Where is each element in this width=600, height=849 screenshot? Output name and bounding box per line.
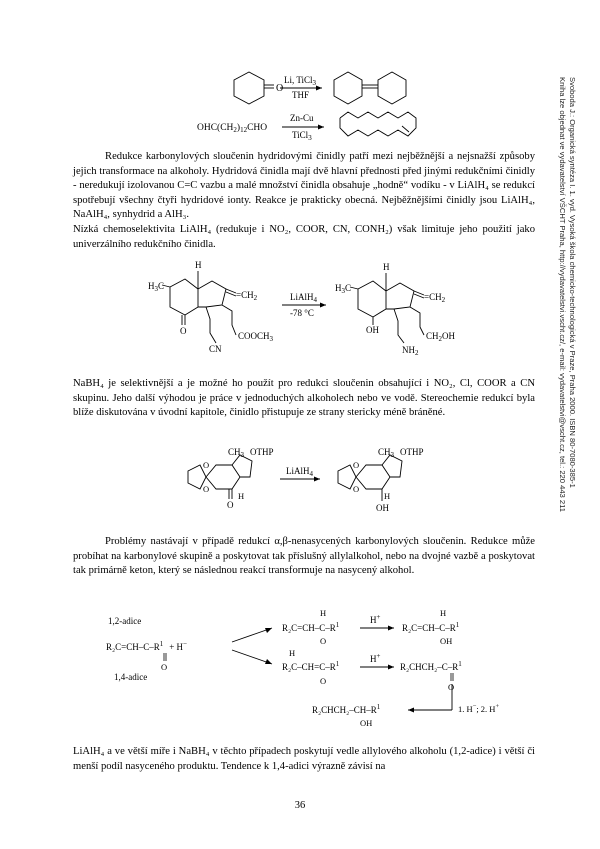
svg-text:H: H (384, 491, 391, 501)
addition-pathways-scheme (0, 600, 600, 730)
svg-text:=CH2: $=CH_2$ (424, 292, 446, 304)
svg-text:H: H (440, 608, 447, 618)
svg-text:Zn-Cu: Zn-Cu (290, 113, 314, 123)
svg-text:OH: OH (440, 636, 453, 646)
svg-text:O: O (203, 460, 210, 470)
svg-text:H: H (289, 648, 296, 658)
svg-text:O: O (353, 484, 360, 494)
ketone-oxygen: O (276, 83, 284, 94)
svg-text:H: H (238, 491, 245, 501)
citation-line-2: Kniha lze objednat ve vydavatelství VŠCHT Praha, http://vydavatelstvi.vscht.cz/, e-mail: vydavatelstvi@vscht.cz, tel.: 220 443 211 (558, 77, 567, 512)
svg-text:COOCH3: $COOCH_3$ (238, 331, 274, 343)
svg-text:O: O (320, 636, 327, 646)
svg-text:H: H (320, 608, 327, 618)
dialdehyde-substrate: $OHC(CH_2)_{12}CHO$ (197, 123, 268, 134)
svg-text:LiAlH4: LiAlH$_4$ (286, 466, 313, 478)
svg-text:-78 °C: -78 °C (290, 308, 314, 318)
svg-text:LiAlH4: LiAlH$_4$ (290, 292, 317, 304)
saturated-alcohol-product: R₂CHCH₂–$CH-R^1$ (312, 703, 381, 715)
svg-text:OTHP: OTHP (250, 447, 274, 457)
alcohol-product-structure (338, 455, 402, 501)
svg-text:O: O (353, 460, 360, 470)
svg-text:Li, TiCl3: Li, TiCl$_3$ (284, 75, 317, 87)
lialh4-reduction-scheme (0, 257, 600, 357)
svg-text:CN: CN (209, 344, 222, 354)
svg-text:H+: H+ (370, 613, 381, 625)
product-structure (350, 273, 424, 343)
enone-substrate: $R_2C=CH-C-R^1 + H^-$ (106, 640, 188, 652)
cyclohexanone-structure (234, 72, 274, 104)
bicyclohexylidene-structure (334, 72, 406, 104)
svg-text:OH: OH (360, 718, 373, 728)
svg-text:H+: H+ (370, 652, 381, 664)
svg-text:CH3: $CH_3$ (378, 447, 395, 459)
svg-text:H3C: $H_3C$ (335, 283, 352, 295)
svg-text:=CH2: $=CH_2$ (236, 290, 258, 302)
page-number: 36 (294, 800, 306, 811)
svg-text:THF: THF (292, 90, 310, 100)
label-14-addition: 1,4-adice (114, 672, 148, 682)
enolate-intermediate: R₂C–$CH=C-R^1$ (282, 660, 340, 672)
svg-text:H3C: $H_3C$ (148, 281, 165, 293)
paragraph-unsaturated-carbonyls: Problémy nastávají v případě redukcí α,β-nenasycených karbonylových sloučenin. Redukce může probíhat na karbonylové skupině a poskytovat tak příslušný allylalkohol, nebo na dvojné vazbě a poskytovat tak primárně keton, který se následnou reakcí transformuje na nasycený alkohol. (73, 536, 535, 577)
svg-text:OH: OH (376, 503, 389, 513)
label-12-addition: 1,2-adice (108, 616, 142, 626)
svg-text:H: H (195, 260, 202, 270)
substrate-structure (162, 271, 236, 343)
allyl-alcohol-product: $R_2C=CH-C-R^1$ (402, 621, 460, 633)
svg-text:H: H (383, 262, 390, 272)
svg-text:CH2OH: $CH_2OH$ (426, 331, 456, 343)
ketal-reduction-scheme (0, 447, 600, 515)
svg-text:O: O (320, 676, 327, 686)
paragraph-hydride-reduction: Redukce karbonylových sloučenin hydridovými činidly patří mezi nejběžnější a nejsnažší způsoby jejich transformace na alkoholy. Hydridová činidla mají dvě hlavní přednosti před jinými redukčními činidly - neredukují izolovanou C=C vazbu a malé množství činidla obsahuje „hodně“ vodíku - v LiAlH₄ se redukcí spotřebují všechny čtyři hydridové ionty. Reakce je prakticky obecná. Nejběžnějšími činidly jsou LiAlH₄, NaAlH₄, synhydrid a AlH₃. (73, 151, 535, 221)
svg-text:O: O (203, 484, 210, 494)
svg-text:OH: OH (366, 325, 379, 335)
paragraph-lialh4-chemoselectivity: Nízká chemoselektivita LiAlH₄ (redukuje i NO₂, COOR, CN, CONH₂) však limituje jeho použití jako univerzálního redukčního činidla. (73, 224, 535, 250)
sidebar-citation (548, 77, 582, 717)
saturated-ketone-product: R₂CHCH₂–$C-R^1$ (400, 660, 462, 672)
cyclotetradecene-structure (340, 112, 416, 136)
svg-text:O: O (161, 662, 168, 672)
svg-text:1. H−; 2. H+: 1. H−; 2. H+ (458, 703, 500, 714)
svg-text:OTHP: OTHP (400, 447, 424, 457)
paragraph-addition-tendency: LiAlH₄ a ve větší míře i NaBH₄ v těchto případech poskytují vedle allylového alkoholu (1,2-adice) i větší či menší podíl nasyceného produktu. Tendence k 1,4-adici výrazně závisí na (73, 746, 535, 772)
mcmurry-scheme (0, 66, 600, 146)
alkoxide-intermediate: $R_2C=CH-C-R^1$ (282, 621, 340, 633)
svg-text:O: O (227, 500, 234, 510)
citation-line-1: Svoboda J.: Organická syntéza I. 1. vyd. Vysoká škola chemicko-technologická v Praze, Praha 2000. ISBN 80-7080-385-1 (568, 77, 577, 488)
svg-text:TiCl3: TiCl$_3$ (292, 130, 312, 142)
svg-text:O: O (448, 682, 455, 692)
svg-text:O: O (180, 326, 187, 336)
paragraph-nabh4: NaBH₄ je selektivnější a je možné ho použít pro redukci sloučenin obsahující i NO₂, Cl, COOR a CN skupinu. Jeho další výhodou je práce v jednoduchých alkoholech nebo ve vodě. Stereochemie redukcí byla blíže diskutována v úvodní kapitole, činidlo přistupuje ze strany stericky méně bráněné. (73, 378, 535, 419)
svg-text:CH3: $CH_3$ (228, 447, 245, 459)
svg-text:NH2: $NH_2$ (402, 345, 419, 357)
